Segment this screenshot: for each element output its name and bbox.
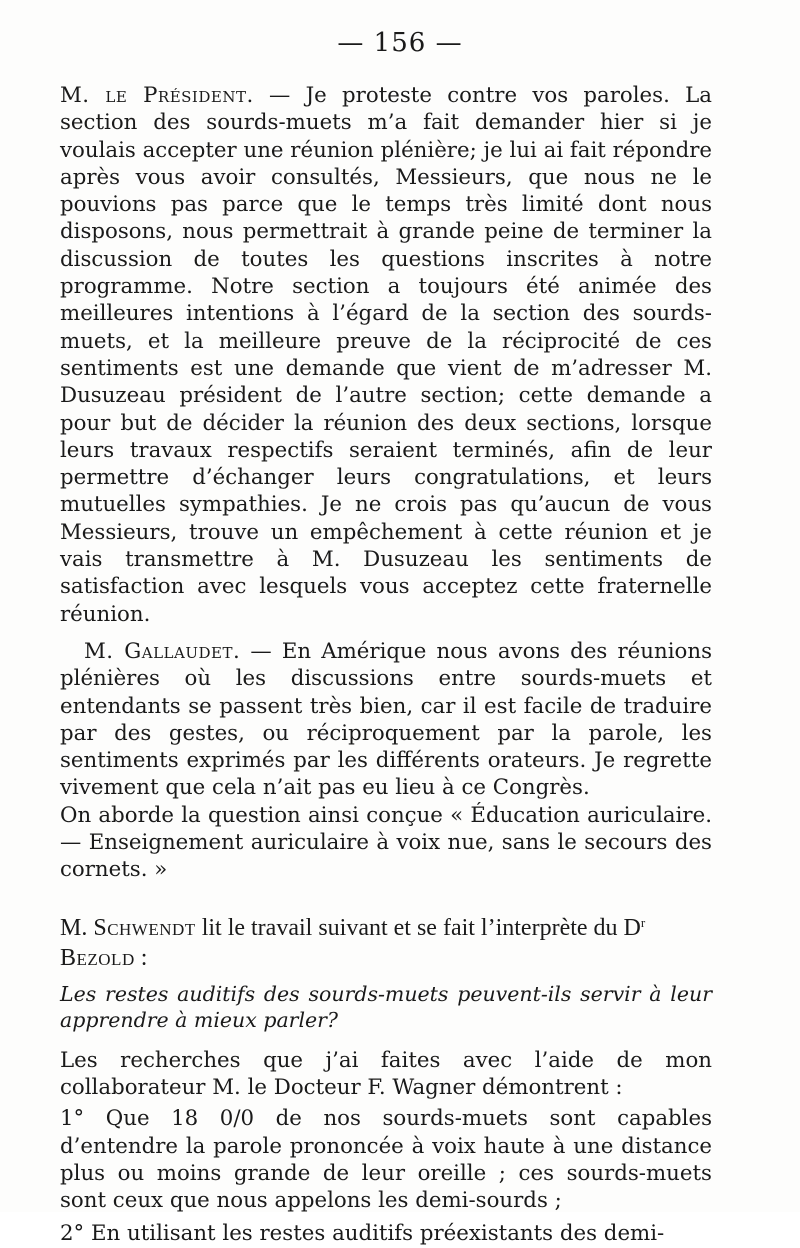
page-number: — 156 — xyxy=(337,28,463,58)
page-body xyxy=(60,82,712,1248)
heading-name-schwendt: Schwendt xyxy=(93,914,196,941)
speaker-gallaudet: M. Gallaudet. xyxy=(84,638,241,664)
paper-title: Les restes auditifs des sourds-muets peuvent-ils servir à leur apprendre à mieux parler? xyxy=(60,981,712,1032)
finding-2-paragraph: 2° En utilisant les restes auditifs préexistants des demi- xyxy=(60,1221,665,1247)
heading-prefix: M. xyxy=(60,914,94,941)
gallaudet-paragraph xyxy=(60,638,712,802)
gallaudet-text: — En Amérique nous avons des réunions plénières où les discussions entre sourds-muets et entendants se passent très bien, car il est facile de traduire par des gestes, ou réciproquement par la parole, les sentiments exprimés par les différents orateurs. Je regrette vivement que cela n’ait pas eu lieu à ce Congrès. xyxy=(60,638,712,801)
question-paragraph: On aborde la question ainsi conçue « Éducation auriculaire. — Enseignement auriculaire à voix nue, sans le secours des cornets. » xyxy=(60,802,712,883)
section-heading xyxy=(60,908,712,973)
speaker-president: M. le Président. xyxy=(60,83,254,108)
heading-middle: lit le travail suivant et se fait l’interprète du D xyxy=(195,914,641,941)
heading-suffix: : xyxy=(134,944,148,971)
finding-1-paragraph: 1° Que 18 0/0 de nos sourds-muets sont capables d’entendre la parole prononcée à voix haute à une distance plus ou moins grande de leur oreille ; ces sourds-muets sont ceux que nous appelons les demi-sourds ; xyxy=(60,1106,712,1214)
heading-sup: r xyxy=(640,914,646,930)
research-paragraph: Les recherches que j’ai faites avec l’aide de mon collaborateur M. le Docteur F. Wagner démontrent : xyxy=(60,1047,712,1100)
president-text: — Je proteste contre vos paroles. La section des sourds-muets m’a fait demander hier si je voulais accepter une réunion plénière; je lui ai fait répondre après vous avoir consultés, Messieurs, que nous ne le pouvions pas parce que le temps très limité dont nous disposons, nous permettrait à grande peine de terminer la discussion de toutes les questions inscrites à notre programme. Notre section a toujours été animée des meilleures intentions à l’égard de la section des sourds-muets, et la meilleure preuve de la réciprocité de ces sentiments est une demande que vient de m’adresser M. Dusuzeau président de l’autre section; cette demande a pour but de décider la réunion des deux sections, lorsque leurs travaux respectifs seraient terminés, afin de leur permettre d’échanger leurs congratulations, et leurs mutuelles sympathies. Je ne crois pas qu’aucun de vous Messieurs, trouve un empêchement à cette réunion et je vais transmettre à M. Dusuzeau les sentiments de satisfaction avec lesquels vous acceptez cette fraternelle réunion. xyxy=(60,83,712,627)
president-paragraph xyxy=(60,82,712,628)
heading-name-bezold: Bezold xyxy=(60,944,135,971)
